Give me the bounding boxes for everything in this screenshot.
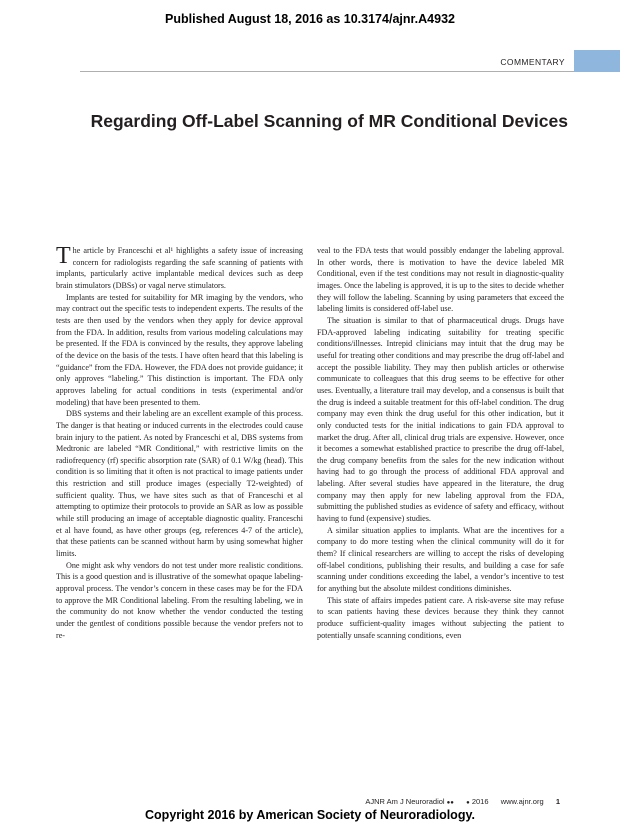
paragraph-text: he article by Franceschi et al¹ highlights a safety issue of increasing concern for radiologists regarding the safe scanning of patients with implants, particularly active implantable medical devices such as deep brain stimulators (DBSs) or vagal nerve stimulators. bbox=[56, 246, 303, 290]
drop-cap: T bbox=[56, 243, 71, 269]
journal-name: AJNR Am J Neuroradiol bbox=[365, 797, 445, 806]
section-label: COMMENTARY bbox=[500, 57, 565, 67]
paragraph: DBS systems and their labeling are an excellent example of this process. The danger is that heating or induced currents in the electrodes could cause brain injury to the patient. As noted by Franceschi et al, DBS systems from Medtronic are labeled “MR Conditional,” with restrictive limits on the radiofrequency (rf) specific absorption rate (SAR) of 0.1 W/kg (head). This condition is so limiting that it often is not practical to image patients under this restriction and still produce images (especially T2-weighted) of sufficient quality. Thus, we have sites such as that of Franceschi et al attempting to optimize their protocols to provide an SAR as low as possible while still producing an image of acceptable diagnostic quality. Franceschi et al have found, as have other groups (eg, references 4-7 of the article), that these patients can be scanned without harm by using somewhat higher limits. bbox=[56, 409, 303, 559]
header-rule bbox=[80, 71, 574, 72]
article-title: Regarding Off-Label Scanning of MR Conditional Devices bbox=[90, 111, 568, 131]
paragraph: This state of affairs impedes patient care. A risk-averse site may refuse to scan patients having these devices because they think they cannot produce sufficient-quality images without subjecting the patient to potentially unsafe scanning conditions, even bbox=[317, 595, 564, 640]
section-accent-block bbox=[574, 50, 620, 72]
bullet-icon: ●● bbox=[446, 800, 454, 806]
paragraph: Implants are tested for suitability for MR imaging by the vendors, who may contract out the specific tests to independent experts. The results of the tests are then used by the vendors when they apply for device approval from the FDA. In addition, results from various modeling calculations may be presented. If the FDA is convinced by the results, they approve labeling of the device on the basis of the tests. I have often heard that this labeling is “guidance” from the FDA. However, the FDA does not provide guidance; it only approves “labeling.” This distinction is important. The FDA only approves labeling for actual conditions in tests (experimental and/or modeling) that have been presented to them. bbox=[56, 292, 303, 407]
paragraph bbox=[56, 245, 303, 292]
journal-year: 2016 bbox=[471, 797, 489, 806]
page-number: 1 bbox=[555, 797, 560, 806]
paragraph: A similar situation applies to implants. What are the incentives for a company to do more testing when the clinical community will do it for them? If clinical researchers are willing to accept the risks of developing off-label conditions, publishing their results, and building a case for safe scanning under conditions exceeding the label, a vendor’s incentive to test for anything but the absolute mildest conditions diminishes. bbox=[317, 525, 564, 594]
left-column bbox=[56, 245, 303, 641]
right-column bbox=[317, 245, 564, 641]
bullet-icon: ● bbox=[466, 800, 470, 806]
publication-banner: Published August 18, 2016 as 10.3174/ajnr.A4932 bbox=[165, 12, 455, 26]
journal-url[interactable]: www.ajnr.org bbox=[500, 797, 544, 806]
paragraph: The situation is similar to that of pharmaceutical drugs. Drugs have FDA-approved labeling indicating suitability for treating specific conditions/illnesses. Intrepid clinicians may intuit that the drug may be useful for treating other conditions and may prescribe the drug off-label and accept the possible liability. They may then publish articles or otherwise communicate to colleagues that this drug seems to be effective for other uses. Eventually, a literature trail may develop, and a consensus is built that the drug is indeed a suitable treatment for this off-label condition. The drug company may even think the drug useful for this other indication, but it only conducted tests for the initial indications to gain FDA approval to market the drug. After all, clinical drug trials are expensive. However, once it becomes a somewhat established practice to prescribe the drug off-label, the drug company benefits from the sales for the new indication without having had to go through the process of additional FDA approval and labeling. After several studies have appeared in the literature, the drug company may then apply for new labeling approval from the FDA, submitting the published studies as evidence of safety and efficacy, without having to fund (expensive) studies. bbox=[317, 315, 564, 524]
journal-footer bbox=[365, 797, 560, 806]
paragraph: veal to the FDA tests that would possibly endanger the labeling approval. In other words, there is motivation to have the device labeled MR Conditional, even if the test conditions may not result in diagnostic-quality images. Once the labeling is approved, it is up to the sites to decide whether they will follow the labeling. Scanning by using parameters that exceed the labeling limits is considered off-label use. bbox=[317, 246, 564, 314]
copyright-notice: Copyright 2016 by American Society of Neuroradiology. bbox=[145, 808, 475, 822]
paragraph: One might ask why vendors do not test under more realistic conditions. This is a good question and is illustrative of the somewhat opaque labeling-approval process. The vendor’s concern in these cases may be for the FDA to approve the MR Conditional labeling. From the resulting labeling, we in the community do not know whether the vendor conducted the testing under the gentlest of conditions possible because the vendor prefers not to re- bbox=[56, 560, 303, 640]
